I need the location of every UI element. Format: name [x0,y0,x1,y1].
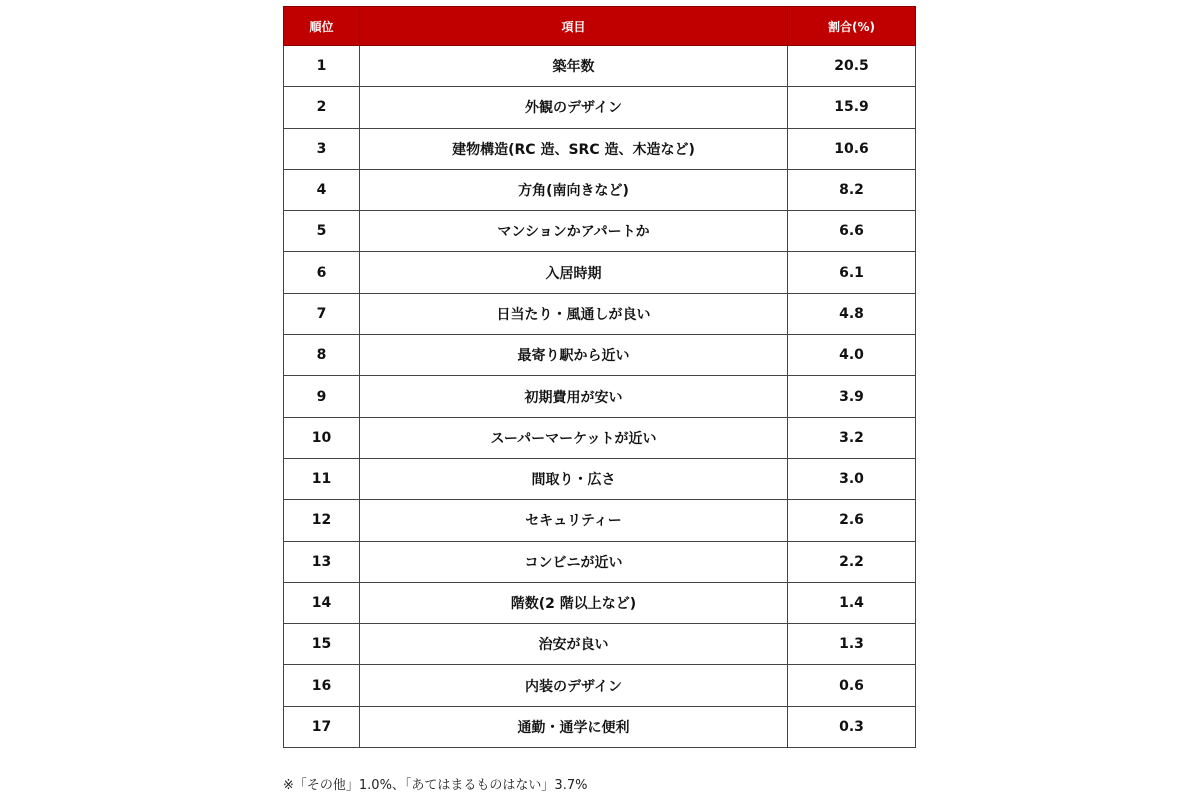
item-cell: 治安が良い [360,624,788,665]
rank-cell: 17 [284,706,360,747]
rank-cell: 16 [284,665,360,706]
percent-cell: 1.4 [788,582,916,623]
percent-cell: 3.2 [788,417,916,458]
rank-cell: 6 [284,252,360,293]
rank-cell: 7 [284,293,360,334]
item-cell: 入居時期 [360,252,788,293]
percent-cell: 3.9 [788,376,916,417]
table-header [284,7,916,46]
table-row [284,624,916,665]
item-cell: 方角(南向きなど) [360,169,788,210]
table-row [284,211,916,252]
item-cell: 建物構造(RC 造、SRC 造、木造など) [360,128,788,169]
table-row [284,252,916,293]
rank-cell: 4 [284,169,360,210]
percent-cell: 20.5 [788,46,916,87]
rank-cell: 2 [284,87,360,128]
item-cell: 日当たり・風通しが良い [360,293,788,334]
rank-cell: 15 [284,624,360,665]
table-row [284,169,916,210]
item-cell: 築年数 [360,46,788,87]
item-cell: 間取り・広さ [360,458,788,499]
rank-cell: 1 [284,46,360,87]
table-row [284,665,916,706]
percent-cell: 1.3 [788,624,916,665]
header-row [284,7,916,46]
rank-cell: 9 [284,376,360,417]
table-row [284,582,916,623]
percent-cell: 0.3 [788,706,916,747]
percent-cell: 6.1 [788,252,916,293]
rank-cell: 5 [284,211,360,252]
table-row [284,376,916,417]
item-cell: 内装のデザイン [360,665,788,706]
footnote: ※「その他」1.0%、「あてはまるものはない」3.7% [283,778,588,793]
header-item: 項目 [360,7,788,46]
rank-cell: 12 [284,500,360,541]
table-row [284,541,916,582]
ranking-table [283,6,916,748]
table-row [284,87,916,128]
table-row [284,417,916,458]
percent-cell: 6.6 [788,211,916,252]
header-rank: 順位 [284,7,360,46]
rank-cell: 10 [284,417,360,458]
item-cell: 初期費用が安い [360,376,788,417]
table-row [284,706,916,747]
percent-cell: 2.2 [788,541,916,582]
percent-cell: 4.0 [788,335,916,376]
percent-cell: 8.2 [788,169,916,210]
table-row [284,458,916,499]
table-body [284,46,916,748]
percent-cell: 2.6 [788,500,916,541]
rank-cell: 8 [284,335,360,376]
percent-cell: 4.8 [788,293,916,334]
table-row [284,46,916,87]
item-cell: 階数(2 階以上など) [360,582,788,623]
item-cell: 外観のデザイン [360,87,788,128]
table-row [284,335,916,376]
item-cell: セキュリティー [360,500,788,541]
header-percent: 割合(%) [788,7,916,46]
item-cell: 通勤・通学に便利 [360,706,788,747]
rank-cell: 13 [284,541,360,582]
percent-cell: 15.9 [788,87,916,128]
table-row [284,128,916,169]
percent-cell: 3.0 [788,458,916,499]
item-cell: コンビニが近い [360,541,788,582]
rank-cell: 3 [284,128,360,169]
item-cell: マンションかアパートか [360,211,788,252]
rank-cell: 11 [284,458,360,499]
item-cell: 最寄り駅から近い [360,335,788,376]
percent-cell: 0.6 [788,665,916,706]
rank-cell: 14 [284,582,360,623]
table-row [284,500,916,541]
item-cell: スーパーマーケットが近い [360,417,788,458]
table-row [284,293,916,334]
percent-cell: 10.6 [788,128,916,169]
